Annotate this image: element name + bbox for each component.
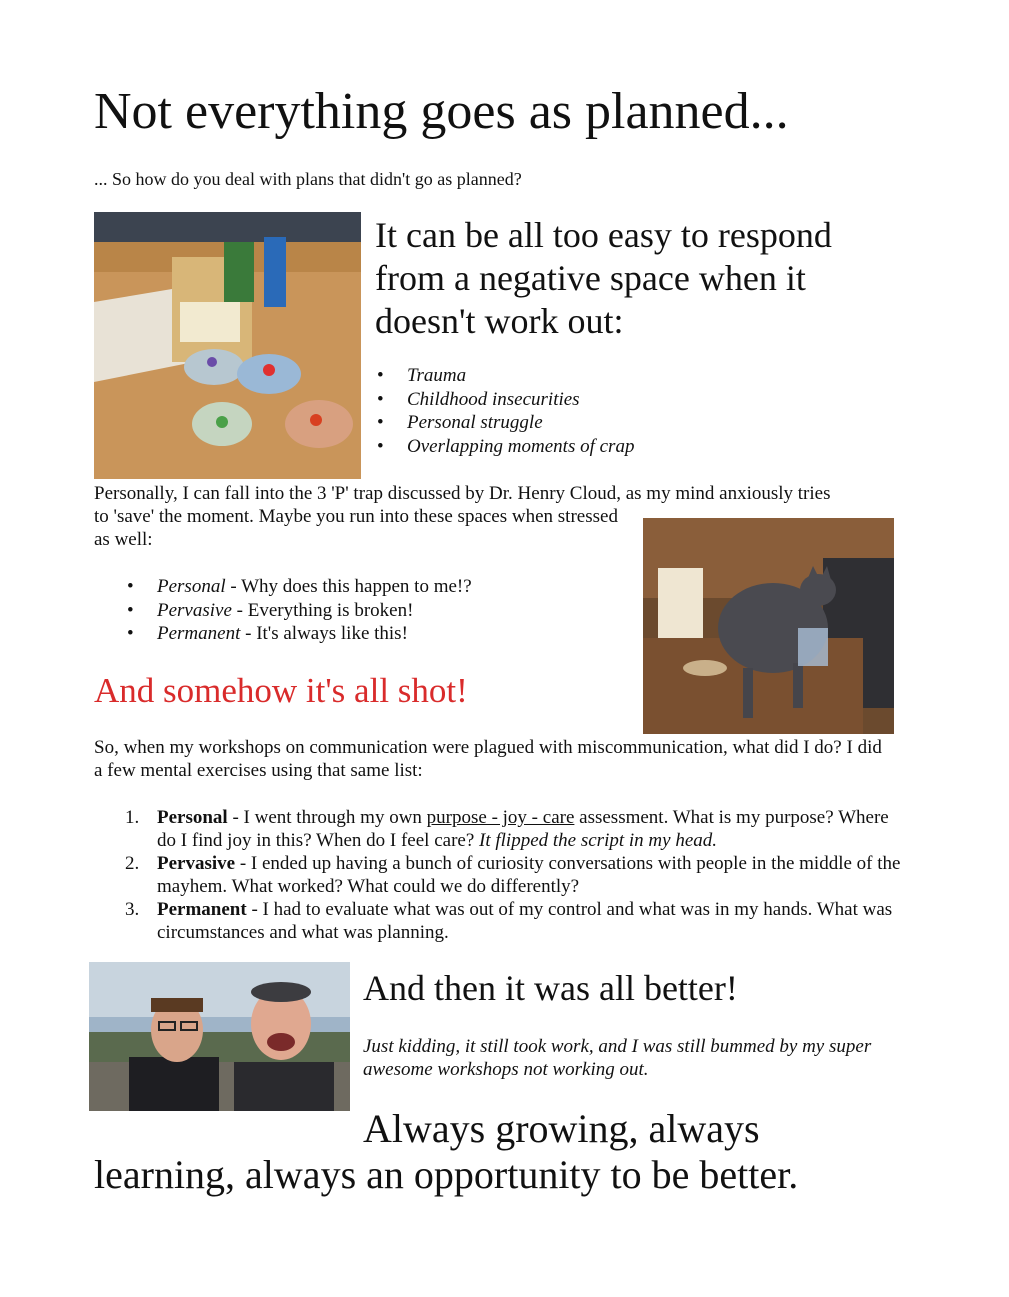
p-term: Personal	[157, 576, 226, 597]
list-item: • Personal struggle	[375, 411, 634, 435]
list-item	[125, 898, 905, 944]
step-number: 3.	[125, 899, 140, 920]
step-number: 1.	[125, 807, 140, 828]
list-item: • Overlapping moments of crap	[375, 435, 634, 459]
step-text: - I had to evaluate what was out of my control and what was in my hands. What was circumstances and what was planning.	[157, 899, 893, 943]
list-item: • Trauma	[375, 364, 634, 388]
list-item: • Childhood insecurities	[375, 388, 634, 412]
snacks-photo	[94, 212, 361, 479]
selfie-photo	[89, 962, 350, 1111]
list-item	[125, 622, 472, 646]
step-term: Permanent	[157, 899, 247, 920]
list-item	[125, 806, 905, 852]
closing-line-1: Always growing, always	[363, 1106, 760, 1151]
kidding-note: Just kidding, it still took work, and I was still bummed by my super awesome workshops not working out.	[363, 1036, 872, 1080]
steps-list	[125, 806, 905, 944]
step-number: 2.	[125, 853, 140, 874]
negative-heading: It can be all too easy to respond from a negative space when it doesn't work out:	[375, 215, 832, 341]
paragraph-line-1: Personally, I can fall into the 3 'P' trap discussed by Dr. Henry Cloud, as my mind anxiously tries	[94, 483, 831, 504]
step-emphasis: It flipped the script in my head.	[479, 830, 717, 851]
purpose-joy-care-link[interactable]: purpose - joy - care	[426, 807, 575, 828]
step-term: Pervasive	[157, 853, 236, 874]
paragraph-line-2: to 'save' the moment. Maybe you run into these spaces when stressed as well:	[94, 506, 618, 550]
closing-heading	[94, 1106, 906, 1198]
list-item	[125, 599, 472, 623]
step-text: - I ended up having a bunch of curiosity conversations with people in the middle of the mayhem. What worked? What could we do differently?	[157, 853, 901, 897]
p-text: - It's always like this!	[240, 623, 408, 644]
page-title: Not everything goes as planned...	[94, 83, 789, 140]
p-text: - Why does this happen to me!?	[225, 576, 472, 597]
step-text: assessment. What is my purpose? Where do I find joy in this? When do I feel care?	[157, 807, 889, 851]
shot-heading: And somehow it's all shot!	[94, 671, 468, 710]
p-term: Permanent	[157, 623, 241, 644]
p-text: - Everything is broken!	[231, 599, 414, 621]
paragraph-workshops: So, when my workshops on communication were plagued with miscommunication, what did I do? I did a few mental exercises using that same list:	[94, 737, 882, 781]
better-heading: And then it was all better!	[363, 968, 738, 1008]
p-term: Pervasive	[157, 599, 232, 621]
step-term: Personal	[157, 807, 228, 828]
list-item	[125, 852, 905, 898]
list-item	[125, 575, 472, 599]
three-p-list	[125, 575, 472, 646]
negative-list	[375, 364, 634, 458]
cat-photo	[643, 518, 894, 734]
step-text: - I went through my own	[227, 807, 427, 828]
closing-line-2: learning, always an opportunity to be better.	[94, 1152, 799, 1197]
page-subtitle: ... So how do you deal with plans that didn't go as planned?	[94, 169, 522, 189]
